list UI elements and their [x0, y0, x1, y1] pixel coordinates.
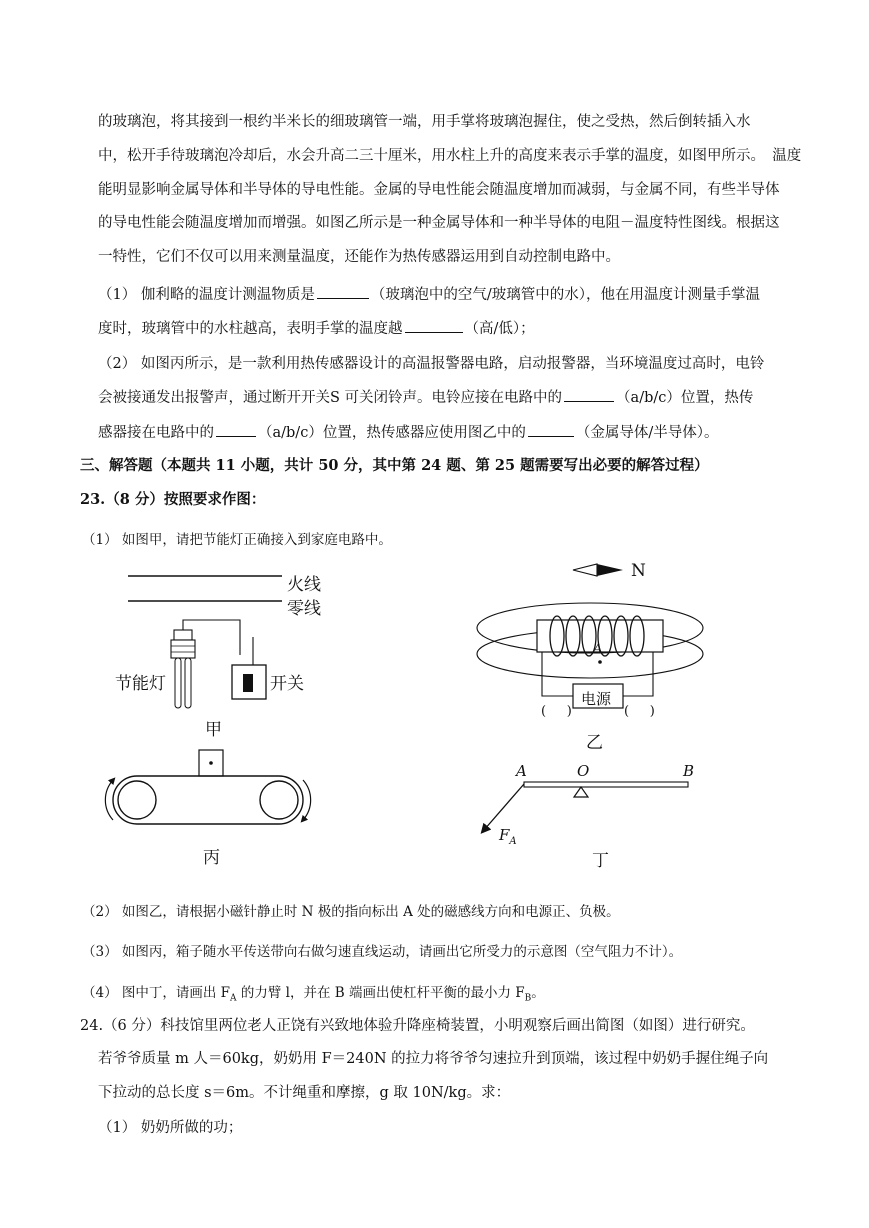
q22-p2-text-c: （a/b/c）位置，热传: [616, 390, 754, 406]
lever-point-a: A: [516, 762, 527, 780]
force-fa-label: [499, 826, 517, 847]
q23-p4-a: （4） 图中丁，请画出 F: [82, 985, 231, 1001]
section3-heading: 三、解答题（本题共 11 小题，共计 50 分，其中第 24 题、第 25 题需要写出必要的解答过程）: [80, 457, 709, 474]
power-source-label: 电源: [581, 690, 612, 708]
answer-blank: [564, 387, 614, 402]
q22-p2-text-b: 会被接通发出报警声，通过断开开关S 可关闭铃声。电铃应接在电路中的: [98, 390, 563, 406]
figure-ding-caption: 丁: [592, 851, 609, 871]
force-sub: A: [509, 836, 517, 847]
q23-part1: （1） 如图甲，请把节能灯正确接入到家庭电路中。: [82, 532, 392, 548]
q23-part3: （3） 如图丙，箱子随水平传送带向右做匀速直线运动，请画出它所受力的示意图（空气阻力不计）。: [82, 944, 683, 960]
q23-part2: （2） 如图乙，请根据小磁针静止时 N 极的指向标出 A 处的磁感线方向和电源正、负极。: [82, 904, 620, 920]
lever-pivot-o: O: [577, 762, 590, 780]
q22-part2-line1: （2） 如图丙所示，是一款利用热传感器设计的高温报警器电路，启动报警器，当环境温度过高时，电铃: [98, 356, 765, 372]
figure-yi-caption: 乙: [586, 733, 603, 753]
north-pole-label: N: [631, 561, 646, 581]
live-wire-label: 火线: [287, 575, 321, 595]
q22-p1-text-c: 度时，玻璃管中的水柱越高，表明手掌的温度越: [98, 321, 403, 337]
q23-part4: [82, 983, 545, 1009]
intro-line-4: 的导电性能会随温度增加而增强。如图乙所示是一种金属导体和一种半导体的电阻－温度特性图线。根据这: [98, 215, 780, 231]
q22-p1-text-d: （高/低）；: [464, 321, 535, 337]
lamp-label: 节能灯: [115, 674, 166, 694]
q22-part2-line3: [98, 422, 718, 443]
intro-line-3: 能明显影响金属导体和半导体的导电性能。金属的导电性能会随温度增加而减弱，与金属不同，有些半导体: [98, 182, 780, 198]
switch-label: 开关: [270, 674, 304, 694]
lever-point-b: B: [683, 762, 695, 780]
point-a-label: A: [593, 642, 603, 657]
figure-bing-caption: 丙: [203, 848, 220, 868]
figure-jia-caption: 甲: [205, 720, 222, 740]
q23-title: 23.（8 分）按照要求作图：: [80, 491, 266, 508]
answer-blank: [405, 318, 463, 333]
q22-part1-line1: [98, 284, 760, 305]
q22-p2-text-f: （金属导体/半导体）。: [575, 425, 719, 441]
force-f: F: [499, 826, 510, 844]
intro-line-2: 中，松开手待玻璃泡冷却后，水会升高二三十厘米，用水柱上升的高度来表示手掌的温度，如图甲所示。 温度: [98, 148, 802, 164]
source-polarity-right: ( ): [624, 704, 655, 719]
q24-line-3: 下拉动的总长度 s＝6m。不计绳重和摩擦，g 取 10N/kg。求：: [98, 1085, 511, 1101]
q24-part1: （1） 奶奶所做的功；: [98, 1120, 243, 1136]
q24-line-1: 24.（6 分）科技馆里两位老人正饶有兴致地体验升降座椅装置，小明观察后画出简图（如图）进行研究。: [80, 1018, 755, 1034]
q24-line-2: 若爷爷质量 m 人＝60kg，奶奶用 F＝240N 的拉力将爷爷匀速拉升到顶端，该过程中奶奶手握住绳子向: [98, 1051, 769, 1067]
q23-p4-c: 。: [531, 985, 545, 1001]
q23-p4-sub1: A: [230, 993, 237, 1004]
q22-part1-line2: [98, 318, 535, 339]
q22-p2-text-e: （a/b/c）位置，热传感器应使用图乙中的: [258, 425, 526, 441]
q22-p1-text-a: （1） 伽利略的温度计测温物质是: [98, 287, 315, 303]
answer-blank: [528, 422, 574, 437]
intro-line-5: 一特性，它们不仅可以用来测量温度，还能作为热传感器运用到自动控制电路中。: [98, 249, 620, 265]
q22-p2-text-d: 感器接在电路中的: [98, 425, 214, 441]
q23-p4-b: 的力臂 l，并在 B 端画出使杠杆平衡的最小力 F: [236, 985, 525, 1001]
q22-part2-line2: [98, 387, 753, 408]
figure-bing-drawing: [95, 745, 320, 840]
q23-p4-sub2: B: [524, 993, 532, 1004]
q22-p1-text-b: （玻璃泡中的空气/玻璃管中的水），他在用温度计测量手掌温: [370, 287, 760, 303]
source-polarity-left: ( ): [541, 704, 572, 719]
intro-line-1: 的玻璃泡，将其接到一根约半米长的细玻璃管一端，用手掌将玻璃泡握住，使之受热，然后倒转插入水: [98, 114, 751, 130]
answer-blank: [317, 284, 369, 299]
neutral-wire-label: 零线: [287, 599, 321, 619]
answer-blank: [216, 422, 256, 437]
